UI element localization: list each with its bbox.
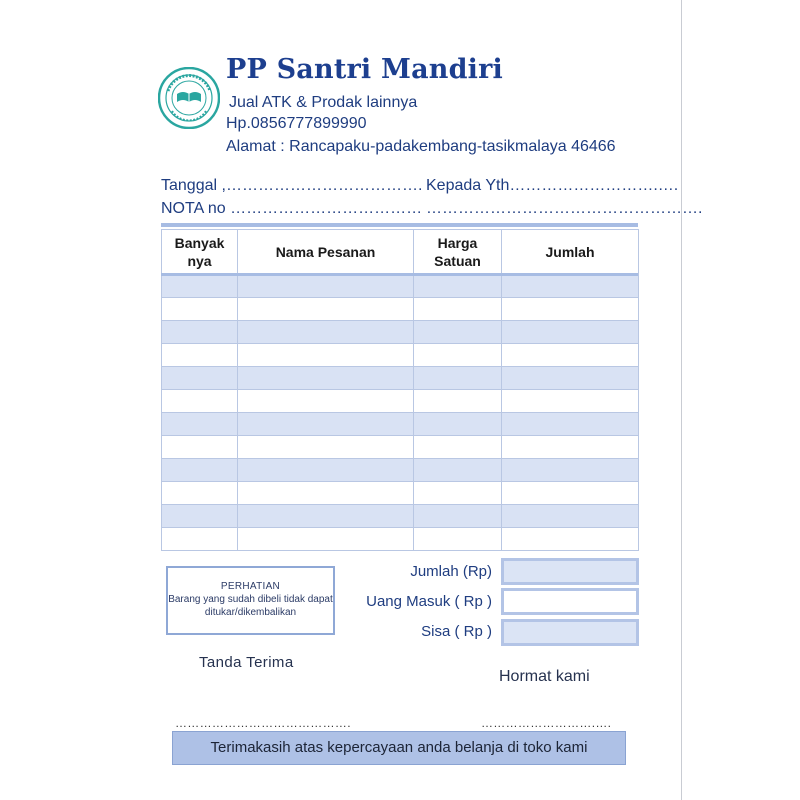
table-cell xyxy=(162,505,238,528)
table-cell xyxy=(238,298,414,321)
table-cell xyxy=(414,298,502,321)
table-cell xyxy=(502,298,639,321)
notice-text: Barang yang sudah dibeli tidak dapat ditukar/dikembalikan xyxy=(168,594,333,618)
table-row xyxy=(162,321,639,344)
table-top-bar xyxy=(161,223,638,227)
tagline: Jual ATK & Prodak lainnya xyxy=(229,94,418,111)
jumlah-box xyxy=(501,558,639,585)
table-cell xyxy=(502,367,639,390)
table-cell xyxy=(502,344,639,367)
table-cell xyxy=(414,413,502,436)
table-cell xyxy=(414,459,502,482)
phone-number: Hp.0856777899990 xyxy=(226,115,367,132)
table-header-underline xyxy=(161,273,638,276)
table-row xyxy=(162,367,639,390)
table-cell xyxy=(502,505,639,528)
table-cell xyxy=(414,505,502,528)
tanda-terima-label: Tanda Terima xyxy=(199,654,294,671)
table-cell xyxy=(238,321,414,344)
address: Alamat : Rancapaku-padakembang-tasikmalaya 46466 xyxy=(226,138,616,155)
table-cell xyxy=(162,459,238,482)
nota-field: NOTA no ……………………………… xyxy=(161,200,423,217)
kepada-line: ……………………………………………. xyxy=(426,200,703,217)
table-cell xyxy=(238,390,414,413)
table-row xyxy=(162,344,639,367)
table-row xyxy=(162,459,639,482)
book-seal-icon xyxy=(158,67,220,129)
table-cell xyxy=(502,436,639,459)
tanggal-field: Tanggal ,………………………………. xyxy=(161,177,423,194)
uang-masuk-label: Uang Masuk ( Rp ) xyxy=(366,593,492,610)
signature-line-left: ……………………………………. xyxy=(175,716,351,730)
hormat-kami-label: Hormat kami xyxy=(499,668,590,685)
brand-name: PP Santri Mandiri xyxy=(226,54,504,85)
table-row xyxy=(162,436,639,459)
table-cell xyxy=(238,275,414,298)
table-cell xyxy=(238,344,414,367)
kepada-field: Kepada Yth……………………….…. xyxy=(426,177,679,194)
table-cell xyxy=(502,459,639,482)
table-cell xyxy=(502,413,639,436)
table-cell xyxy=(502,482,639,505)
signature-line-right: ……………………….…. xyxy=(481,716,612,730)
table-cell xyxy=(162,344,238,367)
table-cell xyxy=(162,367,238,390)
page-edge-divider xyxy=(681,0,682,800)
notice-title: PERHATIAN xyxy=(220,581,281,592)
table-cell xyxy=(502,528,639,551)
table-cell xyxy=(238,436,414,459)
jumlah-label: Jumlah (Rp) xyxy=(410,563,492,580)
table-cell xyxy=(414,321,502,344)
table-cell xyxy=(162,413,238,436)
table-row xyxy=(162,413,639,436)
table-cell xyxy=(162,298,238,321)
table-cell xyxy=(162,482,238,505)
table-cell xyxy=(162,275,238,298)
table-cell xyxy=(414,344,502,367)
table-cell xyxy=(238,528,414,551)
col-header-nama-pesanan: Nama Pesanan xyxy=(238,230,414,275)
table-cell xyxy=(502,390,639,413)
table-cell xyxy=(162,321,238,344)
order-table xyxy=(161,229,639,551)
table-cell xyxy=(502,321,639,344)
table-row xyxy=(162,275,639,298)
table-cell xyxy=(238,413,414,436)
notice-box xyxy=(166,566,335,635)
table-cell xyxy=(414,275,502,298)
table-cell xyxy=(162,436,238,459)
table-row xyxy=(162,528,639,551)
table-cell xyxy=(162,390,238,413)
table-cell xyxy=(414,367,502,390)
sisa-box xyxy=(501,619,639,646)
table-row xyxy=(162,298,639,321)
table-cell xyxy=(238,505,414,528)
table-cell xyxy=(162,528,238,551)
table-cell xyxy=(238,367,414,390)
table-cell xyxy=(414,390,502,413)
table-cell xyxy=(238,482,414,505)
table-cell xyxy=(414,528,502,551)
table-row xyxy=(162,482,639,505)
col-header-banyaknya: Banyak nya xyxy=(162,230,238,275)
table-cell xyxy=(502,275,639,298)
table-cell xyxy=(238,459,414,482)
uang-masuk-box xyxy=(501,588,639,615)
table-cell xyxy=(414,436,502,459)
thank-you-banner: Terimakasih atas kepercayaan anda belanja di toko kami xyxy=(172,731,626,765)
table-row xyxy=(162,505,639,528)
col-header-harga-satuan: Harga Satuan xyxy=(414,230,502,275)
table-cell xyxy=(414,482,502,505)
col-header-jumlah: Jumlah xyxy=(502,230,639,275)
table-row xyxy=(162,390,639,413)
sisa-label: Sisa ( Rp ) xyxy=(421,623,492,640)
